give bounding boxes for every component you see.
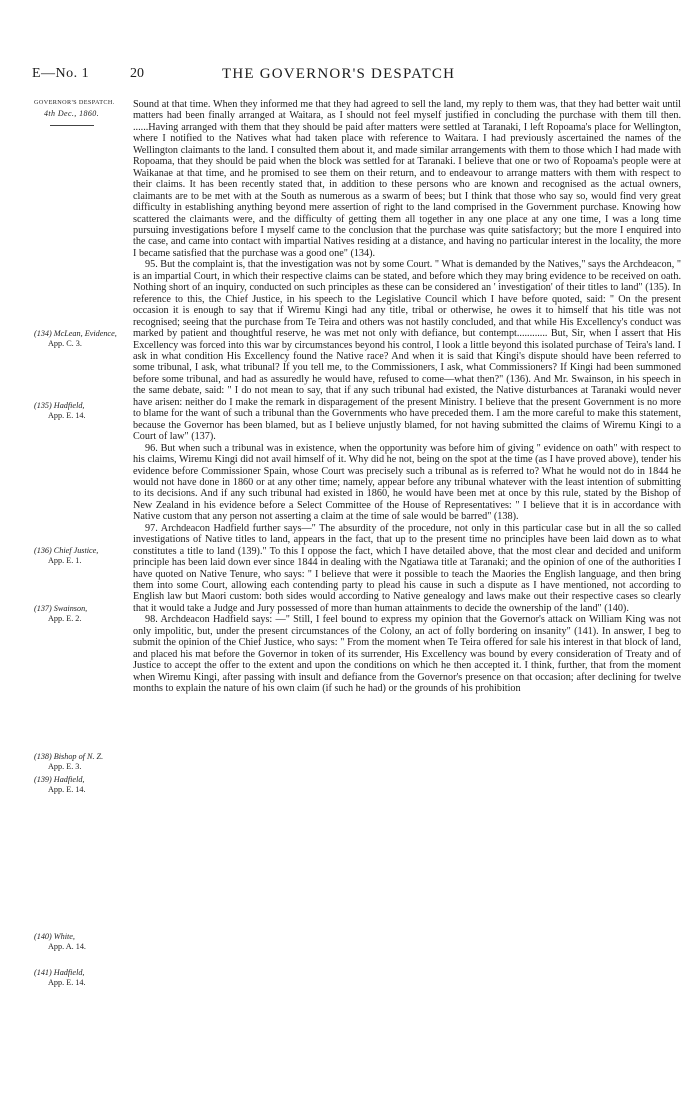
document-body xyxy=(133,99,681,1089)
paragraph-96: 96. But when such a tribunal was in existence, when the opportunity was before him of giving " evidence on oath" with respect to his claims, Wiremu Kingi did not avail himself of it. Why did he not, being on the spot at the time (as I have proved above), tender his evidence before Commissioner Spain, whose Court was precisely such a tribunal as is referred to? What he would not do in 1844 he would not have done in 1860 or at any other time; namely, appear before any tribunal whatever with the least intention of submitting to its decisions. And if any such tribunal had existed in 1860, he would have been met at once by this rule, stated by the Bishop of New Zealand in his evidence before a Select Committee of the House of Representatives: " I believe that it is in accordance with Native custom that any person not asserting a claim at the time of sale would be barred" (138). xyxy=(133,442,681,523)
margin-note-140 xyxy=(34,932,86,952)
margin-note-ref: (135) Hadfield, xyxy=(34,401,85,410)
margin-note-135 xyxy=(34,401,86,421)
despatch-reference xyxy=(34,98,115,126)
paragraph-95: 95. But the complaint is, that the investigation was not by some Court. " What is demanded by the Natives," says the Archdeacon, " is an impartial Court, in which their respective claims can be stated, and before which they may bring evidence to be received on oath. Nothing short of an inquiry, conducted on such principles as these can be considered an ' investigation' of their titles to land" (135). In reference to this, the Chief Justice, in his speech to the Legislative Council which I have before quoted, said: " On the present occasion it is enough to say that if Wiremu Kingi had any title, tribal or otherwise, he owes it to himself that his title was not recognised; seeing that the purchase from Te Teira and others was not hastily concluded, and that while His Excellency's conduct was marked by patient and thoughtful reserve, he was met not only with defiance, but contempt............ But, Sir, when I assert that His Excellency was forced into this war by circumstances beyond his control, I look a little beyond this isolated purchase of Teira's land. I ask in what condition His Excellency found the Native race? And when it is said that Kingi's dispute should have been referred to some tribunal, I ask, what tribunal? If you tell me, to the Commissioners, I ask, what Commissioners? If Kingi had been summoned before some tribunal, and had as assuredly he would have, refused to come—what then?" (136). And Mr. Swainson, in his speech in the same debate, said: " I do not mean to say, that if any such tribunal had existed, the Native disturbances at Taranaki would never have arisen: neither do I make the remark in disparagement of the present Ministry. I believe that the present Government is no more to blame for the want of such a tribunal than the Governments who have preceded them. I am the more careful to make this statement, because the Governor has been blamed, but as I believe unjustly blamed, for not having submitted the claims of Wiremu Kingi to a Court of law" (137). xyxy=(133,259,681,443)
margin-note-appendix: App. E. 1. xyxy=(48,556,82,565)
margin-notes xyxy=(34,98,130,1078)
margin-note-appendix: App. E. 3. xyxy=(48,762,82,771)
margin-note-ref: (137) Swainson, xyxy=(34,604,88,613)
margin-note-appendix: App. E. 2. xyxy=(48,614,82,623)
margin-note-137 xyxy=(34,604,87,624)
paragraph-94-continued: Sound at that time. When they informed me that they had agreed to sell the land, my reply to them was, that they had better wait until matters had been finally arranged at Waitara, as I should not feel myself justified in concluding the purchase with them till then. ......Having arranged with them that they should be paid after matters were settled at Taranaki, I left Ropoama's place for Wellington, where I notified to the Natives what had taken place with reference to Waitara. I had previously ascertained the names of the Wellington claimants to the land. I consulted them about it, and made similar arrangements with them to those which I had made with Ropoama, that they should be paid when the block was settled for at Taranaki. I believe that one or two of Ropoama's people were at Waikanae at that time, and he promised to see them on their return, and to endeavour to arrange matters with them with respect to their claims. It has been recently stated that, in addition to these persons who are known and recognised as the actual owners, claimants are to be met with at the South as numerous as a swarm of bees; but I think that those who say so, would find very great difficulty in establishing anything beyond mere assertion of right to the land comprised in the Government purchase. Knowing how scattered the claimants were, and the difficulty of getting them all together in any one place at any one time, I was a long time pursuing investigations before I myself came to the conclusion that the purchase was quite satisfactory; but the more I enquired into the case, and came into contact with impartial Natives residing at a distance, and having no particular interest in the locality, the more I became satisfied that the purchase was a good one" (134). xyxy=(133,99,681,259)
margin-note-appendix: App. E. 14. xyxy=(48,978,86,987)
margin-note-ref: (138) Bishop of N. Z. xyxy=(34,752,104,761)
series-number: E—No. 1 xyxy=(32,66,90,81)
margin-note-ref: (139) Hadfield, xyxy=(34,775,85,784)
despatch-date: 4th Dec., 1860. xyxy=(44,109,100,118)
margin-note-appendix: App. C. 3. xyxy=(48,339,82,348)
margin-note-ref: (134) McLean, Evidence, xyxy=(34,329,117,338)
margin-note-ref: (141) Hadfield, xyxy=(34,968,85,977)
running-title: THE GOVERNOR'S DESPATCH xyxy=(222,66,456,82)
page-header xyxy=(0,66,700,88)
page-number: 20 xyxy=(130,66,144,81)
margin-note-ref: (140) White, xyxy=(34,932,75,941)
margin-note-appendix: App. A. 14. xyxy=(48,942,86,951)
margin-note-ref: (136) Chief Justice, xyxy=(34,546,99,555)
margin-note-138 xyxy=(34,752,103,772)
margin-note-136 xyxy=(34,546,98,566)
margin-note-appendix: App. E. 14. xyxy=(48,411,86,420)
margin-note-134 xyxy=(34,329,117,349)
despatch-label: GOVERNOR'S DESPATCH. xyxy=(34,99,115,106)
paragraph-97: 97. Archdeacon Hadfield further says—" The absurdity of the procedure, not only in this particular case but in all the so called investigations of Native titles to land, appears in the fact, that up to the present time no principles have been laid down as to what constitutes a title to land (139)." To this I oppose the fact, which I have detailed above, that the most clear and decided and uniform principle has been laid down ever since 1844 in dealing with the Ngatiawa title at Taranaki; and the opinion of one of the authorities I have quoted on Native Tenure, who says: " I believe that were it possible to teach the Maories the English language, and then bring them into some Court, allowing each contending party to plead his cause in such a dispute as I have mentioned, not according to English law but Maori custom: both sides would according to Native genealogy and laws make out their respective cases so clearly that it would take a Judge and Jury possessed of more than human attainments to decide the ownership of the land" (140). xyxy=(133,522,681,614)
divider xyxy=(50,125,94,126)
margin-note-appendix: App. E. 14. xyxy=(48,785,86,794)
margin-note-141 xyxy=(34,968,86,988)
paragraph-98: 98. Archdeacon Hadfield says: —" Still, I feel bound to express my opinion that the Governor's attack on William King was not only impolitic, but, under the present circumstances of the Colony, an act of folly bordering on insanity" (141). In answer, I beg to submit the opinion of the Chief Justice, who says: " From the moment when Te Teira offered for sale his interest in that block of land, and placed his mat before the Governor in token of its surrender, His Excellency was bound by every consideration of Treaty and of Justice to accept the offer to the extent and upon the conditions on which he then accepted it. I think, further, that from the moment when Wiremu Kingi, after passing with insult and defiance from the Governor's presence on that occasion; after declining for twelve months to explain the nature of his own claim (if such he had) or the grounds of his prohibition xyxy=(133,614,681,695)
margin-note-139 xyxy=(34,775,86,795)
